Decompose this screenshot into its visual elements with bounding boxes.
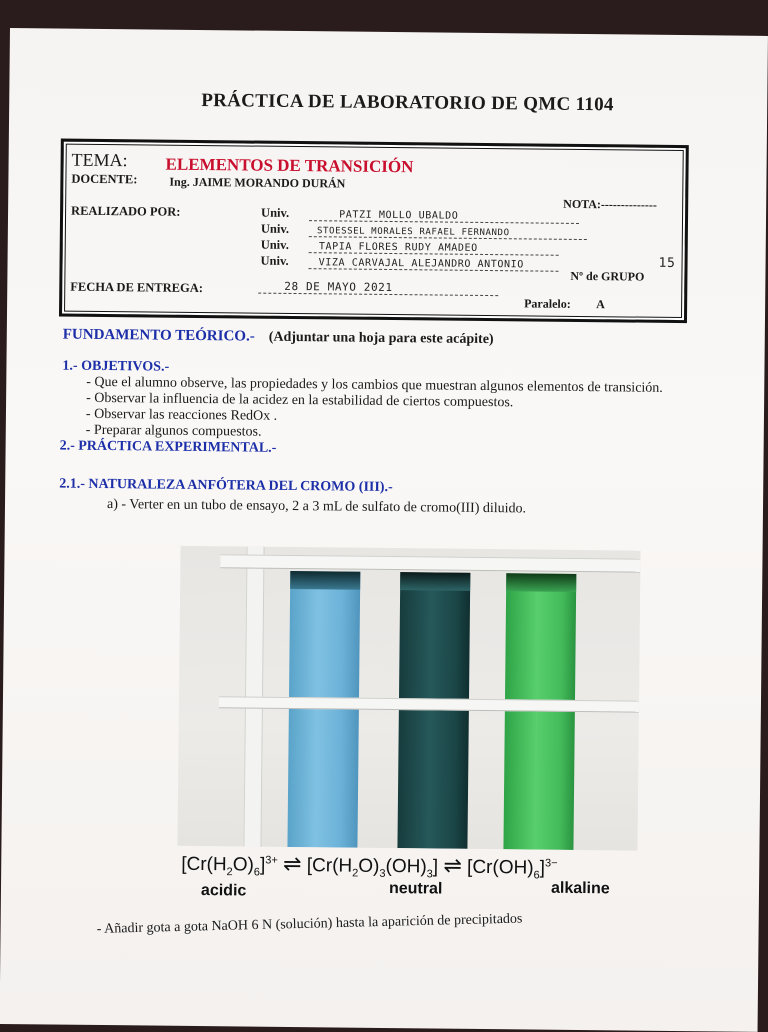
student-name: VIZA CARVAJAL ALEJANDRO ANTONIO — [309, 257, 559, 272]
objetivos-heading: 1.- OBJETIVOS.- — [62, 358, 170, 375]
paralelo-value: A — [596, 297, 605, 312]
student-name: STOESSEL MORALES RAFAEL FERNANDO — [309, 226, 587, 240]
document-page — [0, 28, 768, 1032]
student-row: Univ. VIZA CARVAJAL ALEJANDRO ANTONIO — [260, 252, 558, 273]
test-tubes-photo — [177, 546, 640, 851]
objetivo-item: - Que el alumno observe, las propiedades y los cambios que muestran algunos elementos de transición. — [86, 374, 663, 396]
student-name: PATZI MOLLO UBALDO — [309, 209, 579, 224]
docente-label: DOCENTE: — [71, 171, 138, 187]
grupo-label: Nº de GRUPO — [570, 268, 645, 284]
fecha-value: 28 DE MAYO 2021 — [258, 280, 498, 297]
tema-label: TEMA: — [71, 149, 128, 171]
page-title: PRÁCTICA DE LABORATORIO DE QMC 1104 — [201, 90, 614, 116]
paralelo-label: Paralelo: — [524, 296, 571, 311]
student-row: Univ. PATZI MOLLO UBALDO — [261, 204, 579, 225]
label-acidic: acidic — [200, 882, 247, 900]
practica-heading: 2.- PRÁCTICA EXPERIMENTAL.- — [59, 438, 277, 456]
docente-value: Ing. JAIME MORANDO DURÁN — [169, 174, 346, 191]
objetivo-item: - Observar la influencia de la acidez en la estabilidad de ciertos compuestos. — [86, 390, 514, 411]
fundamento-section — [63, 326, 494, 349]
nota-label: NOTA:-------------- — [563, 196, 657, 212]
student-row: Univ. TAPIA FLORES RUDY AMADEO — [261, 236, 559, 257]
student-row: Univ. STOESSEL MORALES RAFAEL FERNANDO — [261, 220, 587, 241]
header-form-box — [59, 139, 689, 324]
objetivo-item: - Observar las reacciones RedOx . — [85, 406, 278, 424]
label-neutral: neutral — [388, 880, 443, 898]
step-next: - Añadir gota a gota NaOH 6 N (solución) hasta la aparición de precipitados — [96, 911, 523, 937]
realizado-label: REALIZADO POR: — [71, 203, 181, 219]
equilibrium-formula: $[Cr(H_2O)_6]^{3+}$ ⇌ $[Cr(H_2O)_3(OH)_3]$ ⇌ $[Cr(OH)_6]^{3-}$ — [181, 850, 558, 882]
grupo-value: 15 — [658, 255, 676, 271]
rack-rail — [220, 554, 640, 572]
step-a: a) - Verter en un tubo de ensayo, 2 a 3 mL de sulfato de cromo(III) diluido. — [106, 497, 527, 517]
fecha-label: FECHA DE ENTREGA: — [70, 279, 204, 296]
fundamento-note: (Adjuntar una hoja para este acápite) — [268, 329, 494, 348]
fundamento-heading: FUNDAMENTO TEÓRICO.- — [62, 326, 255, 345]
label-alkaline: alkaline — [550, 879, 610, 898]
tema-value: ELEMENTOS DE TRANSICIÓN — [165, 154, 414, 177]
rack-rail — [219, 696, 639, 712]
practica-subheading: 2.1.- NATURALEZA ANFÓTERA DEL CROMO (III).- — [59, 476, 393, 496]
objetivo-item: - Preparar algunos compuestos. — [85, 422, 262, 440]
equilibrium-arrow-icon: ⇌ — [443, 852, 462, 878]
student-name: TAPIA FLORES RUDY AMADEO — [309, 241, 559, 256]
equilibrium-arrow-icon: ⇌ — [282, 850, 302, 877]
